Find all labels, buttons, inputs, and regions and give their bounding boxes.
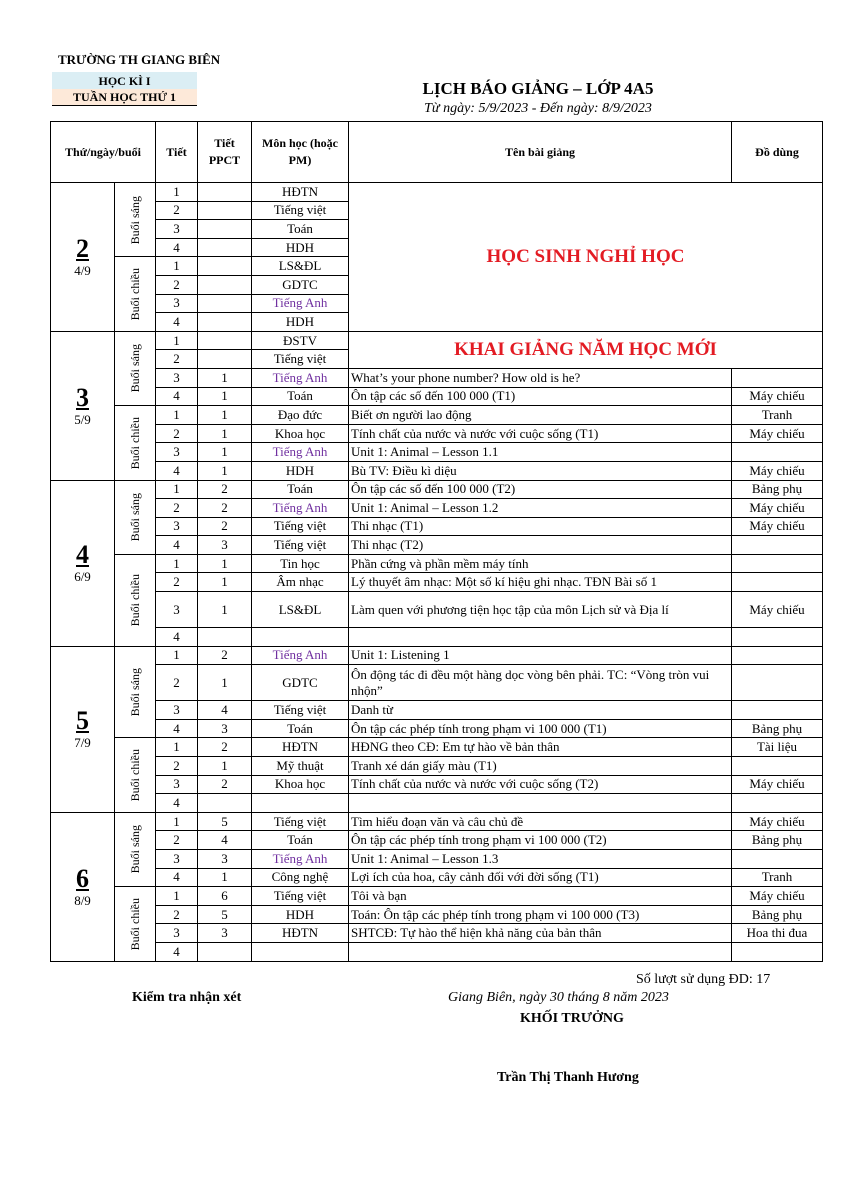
period-cell: 1 [156, 406, 198, 425]
header-ppct: Tiết PPCT [198, 122, 252, 183]
equipment-cell [732, 368, 823, 387]
lesson-cell: What’s your phone number? How old is he? [349, 368, 732, 387]
day-date: 5/9 [74, 411, 91, 427]
period-cell: 2 [156, 573, 198, 592]
session-afternoon [115, 738, 156, 812]
equipment-cell [732, 646, 823, 665]
subject-cell: GDTC [252, 665, 349, 701]
equipment-cell [732, 942, 823, 961]
day-cell [51, 183, 115, 332]
header-period: Tiết [156, 122, 198, 183]
header-row [51, 122, 823, 183]
table-row [51, 331, 823, 350]
ppct-cell [198, 183, 252, 202]
subject-cell: HĐTN [252, 924, 349, 943]
equipment-cell [732, 573, 823, 592]
period-cell: 3 [156, 850, 198, 869]
subject-cell: Mỹ thuật [252, 757, 349, 776]
equipment-cell: Máy chiếu [732, 592, 823, 628]
period-cell: 3 [156, 220, 198, 239]
table-row [51, 942, 823, 961]
lesson-cell: Tranh xé dán giấy màu (T1) [349, 757, 732, 776]
ppct-cell: 1 [198, 424, 252, 443]
lesson-cell: Toán: Ôn tập các phép tính trong phạm vi 100 000 (T3) [349, 905, 732, 924]
equipment-cell: Máy chiếu [732, 887, 823, 906]
day-number: 4 [76, 540, 89, 570]
period-cell: 4 [156, 868, 198, 887]
lesson-cell: Ôn tập các số đến 100 000 (T2) [349, 480, 732, 499]
period-cell: 3 [156, 517, 198, 536]
ppct-cell: 3 [198, 719, 252, 738]
lesson-cell [349, 942, 732, 961]
equipment-cell: Bảng phụ [732, 831, 823, 850]
period-cell: 1 [156, 554, 198, 573]
period-cell: 3 [156, 368, 198, 387]
period-cell: 1 [156, 183, 198, 202]
period-cell: 1 [156, 812, 198, 831]
ppct-cell [198, 201, 252, 220]
period-cell: 3 [156, 924, 198, 943]
period-cell: 4 [156, 461, 198, 480]
period-cell: 3 [156, 775, 198, 794]
lesson-cell: Unit 1: Listening 1 [349, 646, 732, 665]
equipment-cell: Máy chiếu [732, 461, 823, 480]
equipment-cell: Máy chiếu [732, 499, 823, 518]
table-row [51, 868, 823, 887]
table-row [51, 924, 823, 943]
lesson-cell [349, 628, 732, 647]
table-row [51, 850, 823, 869]
day-number: 5 [76, 706, 89, 736]
subject-cell: Tiếng Anh [252, 499, 349, 518]
ppct-cell [198, 294, 252, 313]
day-date: 8/9 [74, 892, 91, 908]
table-row [51, 757, 823, 776]
equipment-cell: Máy chiếu [732, 517, 823, 536]
lesson-cell: SHTCĐ: Tự hào thể hiện khả năng của bản thân [349, 924, 732, 943]
table-row [51, 719, 823, 738]
subject-cell: Khoa học [252, 424, 349, 443]
table-row [51, 387, 823, 406]
table-row [51, 480, 823, 499]
subject-cell: Toán [252, 719, 349, 738]
equipment-cell: Máy chiếu [732, 775, 823, 794]
ppct-cell: 1 [198, 443, 252, 462]
day-date: 4/9 [74, 262, 91, 278]
table-row [51, 628, 823, 647]
ppct-cell: 5 [198, 812, 252, 831]
ppct-cell: 1 [198, 665, 252, 701]
lesson-cell: Thi nhạc (T2) [349, 536, 732, 555]
ppct-cell [198, 942, 252, 961]
period-cell: 2 [156, 499, 198, 518]
day-number: 3 [76, 382, 89, 412]
schedule-body [51, 183, 823, 962]
table-row [51, 443, 823, 462]
ppct-cell: 1 [198, 461, 252, 480]
check-label: Kiểm tra nhận xét [132, 990, 242, 1005]
ppct-cell [198, 628, 252, 647]
period-cell: 4 [156, 387, 198, 406]
signer-name: Trần Thị Thanh Hương [497, 1070, 639, 1085]
period-cell: 1 [156, 480, 198, 499]
equipment-cell [732, 794, 823, 813]
table-row [51, 536, 823, 555]
subject-cell: GDTC [252, 275, 349, 294]
subject-cell: LS&ĐL [252, 257, 349, 276]
subject-cell: Tiếng Anh [252, 443, 349, 462]
lesson-cell: Tính chất của nước và nước với cuộc sống (T1) [349, 424, 732, 443]
ppct-cell: 6 [198, 887, 252, 906]
page-title: LỊCH BÁO GIẢNG – LỚP 4A5 [422, 79, 654, 98]
ppct-cell [198, 238, 252, 257]
subject-cell [252, 942, 349, 961]
session-afternoon [115, 887, 156, 961]
lesson-cell [349, 794, 732, 813]
period-cell: 1 [156, 646, 198, 665]
banner-opening: KHAI GIẢNG NĂM HỌC MỚI [349, 331, 823, 368]
ppct-cell [198, 350, 252, 369]
subject-cell: Tiếng việt [252, 536, 349, 555]
period-cell: 3 [156, 592, 198, 628]
lesson-cell: Tìm hiểu đoạn văn và câu chủ đề [349, 812, 732, 831]
table-row [51, 517, 823, 536]
equipment-cell: Máy chiếu [732, 387, 823, 406]
ppct-cell: 1 [198, 368, 252, 387]
ppct-cell: 2 [198, 738, 252, 757]
period-cell: 2 [156, 275, 198, 294]
banner-off: HỌC SINH NGHỈ HỌC [349, 183, 823, 332]
ppct-cell: 2 [198, 480, 252, 499]
equipment-cell [732, 850, 823, 869]
subject-cell: Tiếng việt [252, 350, 349, 369]
ppct-cell [198, 220, 252, 239]
session-morning [115, 480, 156, 554]
lesson-cell: Lợi ích của hoa, cây cảnh đối với đời sống (T1) [349, 868, 732, 887]
subject-cell: HDH [252, 313, 349, 332]
ppct-cell: 2 [198, 499, 252, 518]
session-label: Buổi sáng [128, 493, 142, 542]
role-title: KHỐI TRƯỞNG [520, 1011, 624, 1026]
ppct-cell: 1 [198, 406, 252, 425]
ppct-cell: 5 [198, 905, 252, 924]
equipment-cell [732, 554, 823, 573]
table-row [51, 554, 823, 573]
ppct-cell: 3 [198, 924, 252, 943]
day-date: 6/9 [74, 569, 91, 585]
day-number: 6 [76, 863, 89, 893]
subject-cell: HĐTN [252, 738, 349, 757]
day-cell [51, 812, 115, 961]
table-row [51, 738, 823, 757]
equipment-cell [732, 628, 823, 647]
header-subject: Môn học (hoặc PM) [252, 122, 349, 183]
table-row [51, 461, 823, 480]
table-row [51, 368, 823, 387]
schedule-table [50, 121, 823, 962]
subject-cell: Tiếng việt [252, 201, 349, 220]
table-row [51, 775, 823, 794]
session-afternoon [115, 554, 156, 646]
session-label: Buổi chiều [128, 748, 142, 802]
equipment-cell [732, 665, 823, 701]
day-cell [51, 480, 115, 646]
table-row [51, 424, 823, 443]
table-row [51, 887, 823, 906]
period-cell: 3 [156, 294, 198, 313]
subject-cell: Đạo đức [252, 406, 349, 425]
subject-cell: Tin học [252, 554, 349, 573]
lesson-cell: Ôn tập các phép tính trong phạm vi 100 000 (T2) [349, 831, 732, 850]
equipment-cell [732, 536, 823, 555]
period-cell: 3 [156, 443, 198, 462]
lesson-cell: Ôn động tác đi đều một hàng dọc vòng bên phải. TC: “Vòng tròn vui nhộn” [349, 665, 732, 701]
lesson-cell: Thi nhạc (T1) [349, 517, 732, 536]
ppct-cell [198, 313, 252, 332]
ppct-cell [198, 794, 252, 813]
ppct-cell [198, 331, 252, 350]
period-cell: 4 [156, 238, 198, 257]
day-cell [51, 331, 115, 480]
ppct-cell: 2 [198, 775, 252, 794]
equipment-cell [732, 443, 823, 462]
table-row [51, 499, 823, 518]
subject-cell: HDH [252, 238, 349, 257]
lesson-cell: HĐNG theo CĐ: Em tự hào về bản thân [349, 738, 732, 757]
equipment-cell: Tranh [732, 868, 823, 887]
period-cell: 4 [156, 942, 198, 961]
day-cell [51, 646, 115, 812]
subject-cell: Tiếng việt [252, 517, 349, 536]
lesson-cell: Làm quen với phương tiện học tập của môn Lịch sử và Địa lí [349, 592, 732, 628]
subject-cell: Công nghệ [252, 868, 349, 887]
subject-cell: Âm nhạc [252, 573, 349, 592]
table-row [51, 573, 823, 592]
period-cell: 4 [156, 313, 198, 332]
ppct-cell: 4 [198, 701, 252, 720]
equipment-cell [732, 757, 823, 776]
subject-cell: Tiếng việt [252, 701, 349, 720]
table-row [51, 665, 823, 701]
ppct-cell: 1 [198, 387, 252, 406]
subject-cell: Tiếng việt [252, 887, 349, 906]
ppct-cell: 1 [198, 868, 252, 887]
equipment-cell: Tài liệu [732, 738, 823, 757]
ppct-cell: 1 [198, 592, 252, 628]
session-label: Buổi chiều [128, 267, 142, 321]
table-row [51, 646, 823, 665]
equipment-cell: Máy chiếu [732, 812, 823, 831]
period-cell: 2 [156, 757, 198, 776]
session-label: Buổi sáng [128, 344, 142, 393]
week-label: TUẦN HỌC THỨ 1 [52, 89, 197, 106]
subject-cell: HDH [252, 461, 349, 480]
semester-label: HỌC KÌ I [52, 72, 197, 89]
session-morning [115, 646, 156, 738]
table-row [51, 812, 823, 831]
equipment-cell: Máy chiếu [732, 424, 823, 443]
ppct-cell: 1 [198, 554, 252, 573]
ppct-cell: 2 [198, 517, 252, 536]
lesson-cell: Tính chất của nước và nước với cuộc sống (T2) [349, 775, 732, 794]
period-cell: 3 [156, 701, 198, 720]
subject-cell: HĐTN [252, 183, 349, 202]
session-label: Buổi sáng [128, 667, 142, 717]
subject-cell: Toán [252, 480, 349, 499]
table-row [51, 183, 823, 202]
period-cell: 1 [156, 738, 198, 757]
header-day: Thứ/ngày/buổi [51, 122, 156, 183]
period-cell: 2 [156, 831, 198, 850]
lesson-cell: Tôi và bạn [349, 887, 732, 906]
ppct-cell [198, 275, 252, 294]
lesson-cell: Phần cứng và phần mềm máy tính [349, 554, 732, 573]
subject-cell: Tiếng Anh [252, 368, 349, 387]
header-lesson: Tên bài giảng [349, 122, 732, 183]
period-cell: 4 [156, 536, 198, 555]
period-cell: 1 [156, 331, 198, 350]
ppct-cell [198, 257, 252, 276]
table-row [51, 592, 823, 628]
header-equipment: Đồ dùng [732, 122, 823, 183]
table-row [51, 905, 823, 924]
session-afternoon [115, 257, 156, 331]
place-date: Giang Biên, ngày 30 tháng 8 năm 2023 [448, 990, 669, 1005]
subject-cell [252, 794, 349, 813]
equipment-cell: Tranh [732, 406, 823, 425]
session-label: Buổi chiều [128, 574, 142, 627]
session-label: Buổi sáng [128, 195, 142, 244]
ppct-cell: 1 [198, 757, 252, 776]
subject-cell: Tiếng Anh [252, 294, 349, 313]
period-cell: 1 [156, 257, 198, 276]
period-cell: 2 [156, 350, 198, 369]
equipment-cell: Bảng phụ [732, 719, 823, 738]
lesson-cell: Unit 1: Animal – Lesson 1.1 [349, 443, 732, 462]
subject-cell: Tiếng việt [252, 812, 349, 831]
day-date: 7/9 [74, 735, 91, 751]
session-morning [115, 331, 156, 405]
session-label: Buổi chiều [128, 416, 142, 469]
session-afternoon [115, 406, 156, 480]
ppct-cell: 1 [198, 573, 252, 592]
lesson-cell: Unit 1: Animal – Lesson 1.3 [349, 850, 732, 869]
lesson-cell: Unit 1: Animal – Lesson 1.2 [349, 499, 732, 518]
lesson-cell: Lý thuyết âm nhạc: Một số kí hiệu ghi nhạc. TĐN Bài số 1 [349, 573, 732, 592]
period-cell: 2 [156, 905, 198, 924]
ppct-cell: 3 [198, 850, 252, 869]
period-cell: 4 [156, 794, 198, 813]
usage-count: Số lượt sử dụng ĐD: 17 [636, 972, 771, 987]
session-morning [115, 812, 156, 886]
lesson-cell: Ôn tập các số đến 100 000 (T1) [349, 387, 732, 406]
session-label: Buổi chiều [128, 897, 142, 951]
subject-cell: Tiếng Anh [252, 850, 349, 869]
day-number: 2 [76, 233, 89, 263]
subject-cell: Toán [252, 831, 349, 850]
subject-cell: HDH [252, 905, 349, 924]
equipment-cell: Bảng phụ [732, 905, 823, 924]
lesson-cell: Bù TV: Điều kì diệu [349, 461, 732, 480]
equipment-cell: Hoa thi đua [732, 924, 823, 943]
period-cell: 4 [156, 719, 198, 738]
period-cell: 2 [156, 665, 198, 701]
equipment-cell: Bảng phụ [732, 480, 823, 499]
ppct-cell: 2 [198, 646, 252, 665]
equipment-cell [732, 701, 823, 720]
period-cell: 2 [156, 201, 198, 220]
table-row [51, 406, 823, 425]
subject-cell: Toán [252, 220, 349, 239]
period-cell: 2 [156, 424, 198, 443]
session-label: Buổi sáng [128, 825, 142, 874]
subject-cell: ĐSTV [252, 331, 349, 350]
subject-cell: Toán [252, 387, 349, 406]
ppct-cell: 4 [198, 831, 252, 850]
lesson-cell: Biết ơn người lao động [349, 406, 732, 425]
lesson-cell: Danh từ [349, 701, 732, 720]
subject-cell: Khoa học [252, 775, 349, 794]
lesson-cell: Ôn tập các phép tính trong phạm vi 100 000 (T1) [349, 719, 732, 738]
subject-cell [252, 628, 349, 647]
subject-cell: Tiếng Anh [252, 646, 349, 665]
subject-cell: LS&ĐL [252, 592, 349, 628]
table-row [51, 831, 823, 850]
session-morning [115, 183, 156, 257]
period-cell: 4 [156, 628, 198, 647]
ppct-cell: 3 [198, 536, 252, 555]
school-name: TRƯỜNG TH GIANG BIÊN [58, 52, 221, 67]
table-row [51, 701, 823, 720]
period-cell: 1 [156, 887, 198, 906]
table-row [51, 794, 823, 813]
date-range: Từ ngày: 5/9/2023 - Đến ngày: 8/9/2023 [424, 101, 652, 116]
